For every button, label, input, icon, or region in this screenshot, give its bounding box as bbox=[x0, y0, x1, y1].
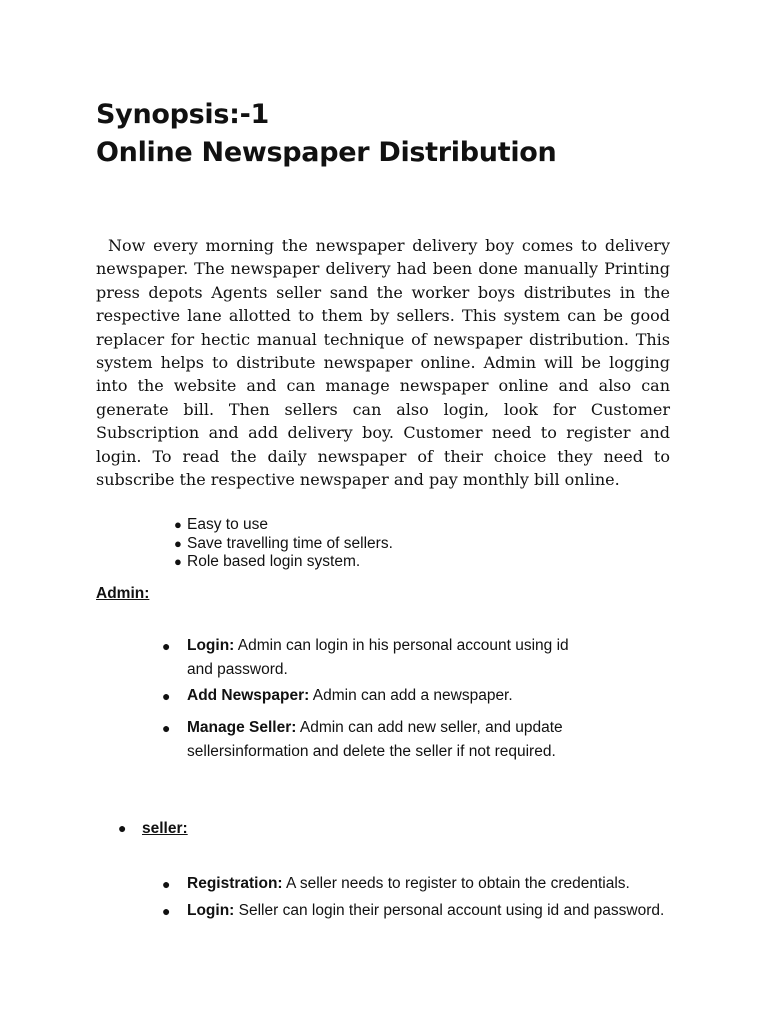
item-term: Login: bbox=[187, 902, 235, 919]
bullet-icon: ● bbox=[162, 876, 171, 892]
feature-text: Save travelling time of sellers. bbox=[187, 534, 393, 552]
list-item-text bbox=[187, 872, 630, 896]
list-item bbox=[162, 716, 587, 764]
feature-list bbox=[174, 516, 393, 572]
item-term: Login: bbox=[187, 637, 235, 654]
bullet-icon: ● bbox=[174, 517, 182, 532]
seller-module-list bbox=[162, 872, 664, 923]
bullet-icon: ● bbox=[118, 820, 127, 836]
bullet-icon: ● bbox=[162, 720, 171, 736]
bullet-icon: ● bbox=[162, 688, 171, 704]
project-title: Online Newspaper Distribution bbox=[96, 137, 557, 168]
feature-text: Easy to use bbox=[187, 516, 268, 533]
seller-heading: seller: bbox=[142, 820, 188, 837]
list-item bbox=[174, 516, 393, 535]
feature-text: Role based login system. bbox=[187, 553, 361, 570]
bullet-icon: ● bbox=[162, 903, 171, 919]
admin-module-list bbox=[162, 634, 587, 764]
list-item-text bbox=[187, 634, 587, 682]
bullet-icon: ● bbox=[174, 554, 182, 569]
item-description: Seller can login their personal account using id and password. bbox=[234, 902, 665, 919]
document-title bbox=[96, 96, 696, 172]
list-item bbox=[162, 899, 664, 923]
list-item bbox=[162, 684, 587, 708]
bullet-icon: ● bbox=[174, 535, 182, 551]
item-term: Registration: bbox=[187, 875, 283, 892]
list-item-text bbox=[187, 899, 664, 923]
item-description: Admin can login in his personal account using id and password. bbox=[187, 637, 569, 678]
item-term: Manage Seller: bbox=[187, 719, 297, 736]
list-item-text bbox=[187, 684, 587, 708]
synopsis-number: Synopsis:-1 bbox=[96, 99, 270, 130]
item-description: Admin can add a newspaper. bbox=[309, 687, 513, 704]
bullet-icon: ● bbox=[162, 638, 171, 654]
item-term: Add Newspaper: bbox=[187, 687, 310, 704]
list-item-text bbox=[187, 716, 577, 764]
item-description: Admin can add new seller, and update sellersinformation and delete the seller if not required. bbox=[187, 719, 563, 760]
list-item bbox=[174, 535, 393, 554]
seller-section-row bbox=[118, 820, 188, 838]
synopsis-paragraph: Now every morning the newspaper delivery boy comes to delivery newspaper. The newspaper delivery had been done manually Printing press depots Agents seller sand the worker boys distributes in the respective lane allotted to them by sellers. This system can be good replacer for hectic manual technique of newspaper distribution. This system helps to distribute newspaper online. Admin will be logging into the website and can manage newspaper online and also can generate bill. Then sellers can also login, look for Customer Subscription and add delivery boy. Customer need to register and login. To read the daily newspaper of their choice they need to subscribe the respective newspaper and pay monthly bill online. bbox=[96, 236, 670, 490]
list-item bbox=[174, 553, 393, 572]
item-description: A seller needs to register to obtain the credentials. bbox=[282, 875, 630, 892]
admin-heading: Admin: bbox=[96, 585, 150, 602]
list-item bbox=[162, 634, 587, 682]
list-item bbox=[162, 872, 664, 896]
